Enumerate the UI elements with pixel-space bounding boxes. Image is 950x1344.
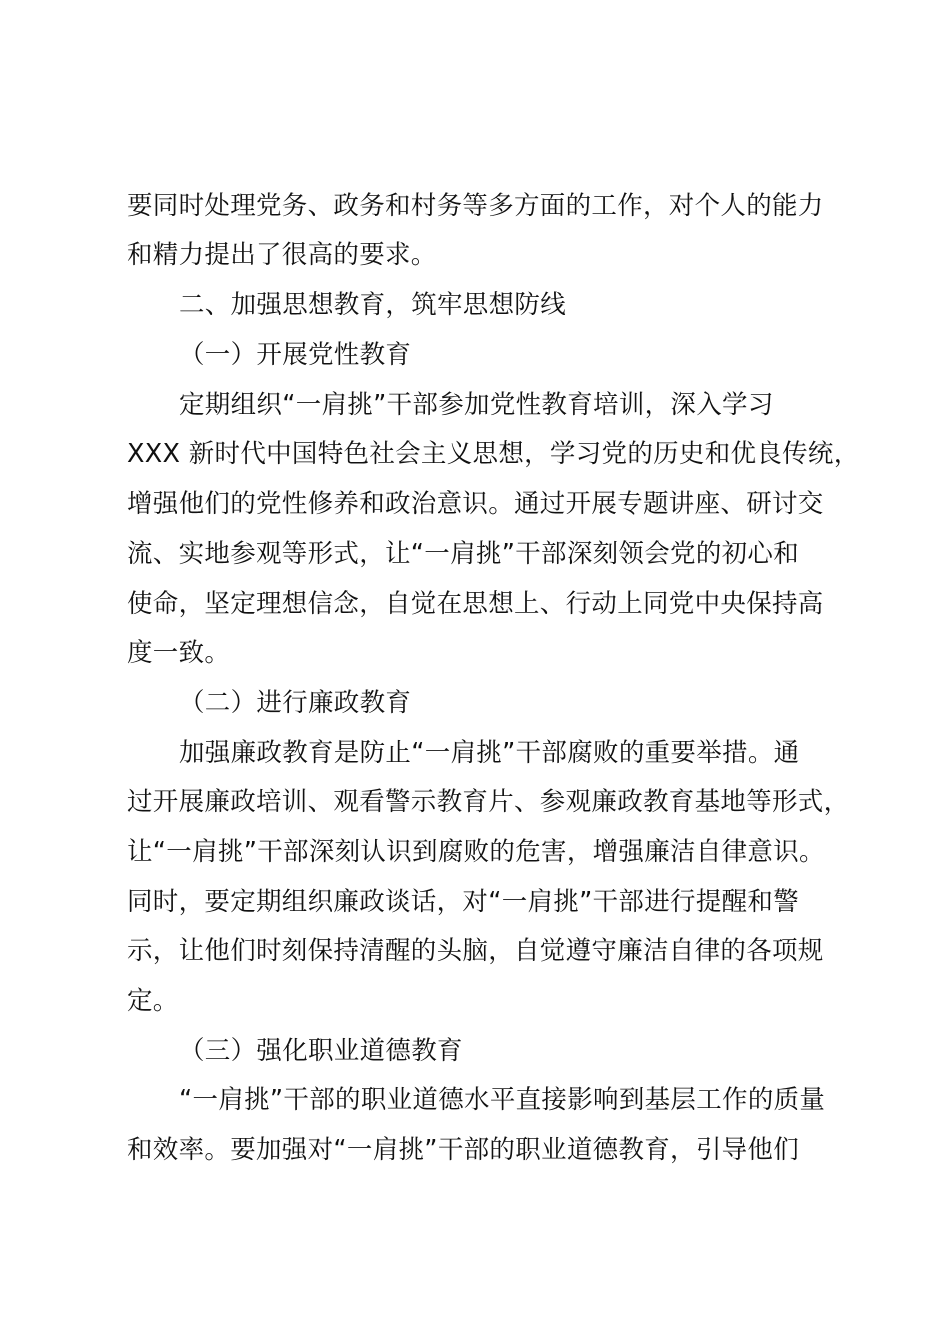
paragraph-line: 加强廉政教育是防止“一肩挑”干部腐败的重要举措。通 [179, 738, 800, 768]
subsection-heading: （一）开展党性教育 [179, 340, 412, 370]
paragraph-line: 定。 [127, 986, 179, 1016]
paragraph-line: XXX 新时代中国特色社会主义思想，学习党的历史和优良传统， [127, 439, 860, 469]
paragraph-line: 过开展廉政培训、观看警示教育片、参观廉政教育基地等形式， [127, 787, 850, 817]
paragraph-line: 使命，坚定理想信念，自觉在思想上、行动上同党中央保持高 [127, 589, 824, 619]
paragraph-line: 和精力提出了很高的要求。 [127, 240, 437, 270]
subsection-heading: （三）强化职业道德教育 [179, 1036, 463, 1066]
paragraph-line: 让“一肩挑”干部深刻认识到腐败的危害，增强廉洁自律意识。 [127, 837, 825, 867]
paragraph-line: 定期组织“一肩挑”干部参加党性教育培训，深入学习 [179, 390, 774, 420]
paragraph-line: 要同时处理党务、政务和村务等多方面的工作，对个人的能力 [127, 191, 824, 221]
paragraph-line: 同时，要定期组织廉政谈话，对“一肩挑”干部进行提醒和警 [127, 887, 800, 917]
paragraph-line: 增强他们的党性修养和政治意识。通过开展专题讲座、研讨交 [127, 489, 824, 519]
paragraph-line: 示，让他们时刻保持清醒的头脑，自觉遵守廉洁自律的各项规 [127, 936, 824, 966]
paragraph-line: “一肩挑”干部的职业道德水平直接影响到基层工作的质量 [179, 1085, 826, 1115]
paragraph-line: 流、实地参观等形式，让“一肩挑”干部深刻领会党的初心和 [127, 539, 800, 569]
section-heading: 二、加强思想教育，筑牢思想防线 [179, 290, 567, 320]
paragraph-line: 度一致。 [127, 638, 231, 668]
paragraph-line: 和效率。要加强对“一肩挑”干部的职业道德教育，引导他们 [127, 1135, 800, 1165]
subsection-heading: （二）进行廉政教育 [179, 688, 412, 718]
